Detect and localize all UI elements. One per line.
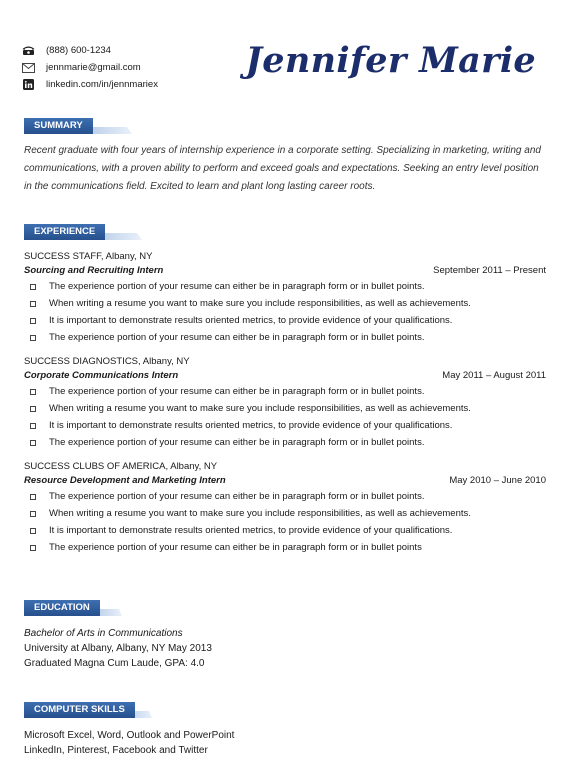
heading-tail xyxy=(100,233,142,240)
section-heading xyxy=(24,224,546,240)
square-bullet-icon xyxy=(30,318,36,324)
bullet-item xyxy=(24,488,546,505)
bullet-text: The experience portion of your resume can either be in paragraph form or in bullet points. xyxy=(49,332,425,343)
contact-info xyxy=(22,42,158,93)
job-title: Corporate Communications Intern xyxy=(24,370,179,381)
heading-tail xyxy=(96,609,122,616)
job-company: SUCCESS DIAGNOSTICS, Albany, NY xyxy=(24,356,190,367)
skills-line: Microsoft Excel, Word, Outlook and PowerPoint xyxy=(24,730,235,741)
job-title-row xyxy=(24,474,546,488)
education-school: University at Albany, Albany, NY May 2013 xyxy=(24,643,212,654)
square-bullet-icon xyxy=(30,528,36,534)
bullet-item xyxy=(24,539,546,556)
job-dates: May 2011 – August 2011 xyxy=(442,370,546,381)
bullet-item xyxy=(24,522,546,539)
job-bullets xyxy=(24,383,546,451)
candidate-name: Jennifer Marie xyxy=(245,40,536,81)
email-text[interactable]: jennmarie@gmail.com xyxy=(46,62,141,73)
job-entry xyxy=(24,250,546,346)
square-bullet-icon xyxy=(30,335,36,341)
bullet-text: The experience portion of your resume can either be in paragraph form or in bullet points xyxy=(49,542,422,553)
bullet-item xyxy=(24,278,546,295)
square-bullet-icon xyxy=(30,440,36,446)
skills-heading: COMPUTER SKILLS xyxy=(24,702,135,718)
square-bullet-icon xyxy=(30,511,36,517)
square-bullet-icon xyxy=(30,284,36,290)
bullet-text: It is important to demonstrate results oriented metrics, to provide evidence of your qualifications. xyxy=(49,315,453,326)
section-heading xyxy=(24,600,546,616)
square-bullet-icon xyxy=(30,406,36,412)
bullet-item xyxy=(24,312,546,329)
bullet-item xyxy=(24,434,546,451)
skills-line: LinkedIn, Pinterest, Facebook and Twitter xyxy=(24,745,208,756)
bullet-text: When writing a resume you want to make sure you include responsibilities, as well as achievements. xyxy=(49,508,471,519)
job-company: SUCCESS CLUBS OF AMERICA, Albany, NY xyxy=(24,461,218,472)
bullet-text: When writing a resume you want to make sure you include responsibilities, as well as achievements. xyxy=(49,403,471,414)
job-dates: May 2010 – June 2010 xyxy=(449,475,546,486)
job-title: Resource Development and Marketing Intern xyxy=(24,475,226,486)
phone-text[interactable]: (888) 600-1234 xyxy=(46,45,111,56)
job-dates: September 2011 – Present xyxy=(433,265,546,276)
square-bullet-icon xyxy=(30,494,36,500)
summary-section xyxy=(24,118,546,196)
contact-email xyxy=(22,59,158,76)
square-bullet-icon xyxy=(30,301,36,307)
heading-tail xyxy=(90,127,132,134)
bullet-text: It is important to demonstrate results oriented metrics, to provide evidence of your qualifications. xyxy=(49,420,453,431)
job-bullets xyxy=(24,278,546,346)
job-company: SUCCESS STAFF, Albany, NY xyxy=(24,251,153,262)
bullet-text: The experience portion of your resume can either be in paragraph form or in bullet points. xyxy=(49,386,425,397)
bullet-item xyxy=(24,505,546,522)
education-honors: Graduated Magna Cum Laude, GPA: 4.0 xyxy=(24,658,205,669)
bullet-text: The experience portion of your resume can either be in paragraph form or in bullet points. xyxy=(49,437,425,448)
phone-icon xyxy=(22,45,35,56)
contact-phone xyxy=(22,42,158,59)
job-title-row xyxy=(24,369,546,383)
square-bullet-icon xyxy=(30,545,36,551)
education-degree: Bachelor of Arts in Communications xyxy=(24,628,183,639)
summary-text: Recent graduate with four years of internship experience in a corporate setting. Specializing in marketing, writing and communications, with a proven ability to perform and exceed goals and expectations. Seeking an entry level position in the communications field. Excited to learn and plant long lasting career roots. xyxy=(24,145,541,192)
linkedin-text[interactable]: linkedin.com/in/jennmariex xyxy=(46,79,158,90)
square-bullet-icon xyxy=(30,423,36,429)
experience-heading: EXPERIENCE xyxy=(24,224,105,240)
skills-section xyxy=(24,702,546,758)
bullet-text: It is important to demonstrate results oriented metrics, to provide evidence of your qualifications. xyxy=(49,525,453,536)
education-section xyxy=(24,600,546,671)
summary-heading: SUMMARY xyxy=(24,118,93,134)
email-icon xyxy=(22,62,35,73)
bullet-text: The experience portion of your resume can either be in paragraph form or in bullet points. xyxy=(49,281,425,292)
job-title: Sourcing and Recruiting Intern xyxy=(24,265,164,276)
job-bullets xyxy=(24,488,546,556)
section-heading xyxy=(24,702,546,718)
bullet-item xyxy=(24,295,546,312)
square-bullet-icon xyxy=(30,389,36,395)
bullet-text: When writing a resume you want to make sure you include responsibilities, as well as achievements. xyxy=(49,298,471,309)
bullet-item xyxy=(24,417,546,434)
education-heading: EDUCATION xyxy=(24,600,100,616)
bullet-item xyxy=(24,400,546,417)
job-entry xyxy=(24,355,546,451)
experience-section xyxy=(24,224,546,565)
contact-linkedin xyxy=(22,76,158,93)
bullet-item xyxy=(24,329,546,346)
bullet-item xyxy=(24,383,546,400)
section-heading xyxy=(24,118,546,134)
linkedin-icon xyxy=(22,79,35,90)
job-entry xyxy=(24,460,546,556)
job-title-row xyxy=(24,264,546,278)
bullet-text: The experience portion of your resume can either be in paragraph form or in bullet points. xyxy=(49,491,425,502)
